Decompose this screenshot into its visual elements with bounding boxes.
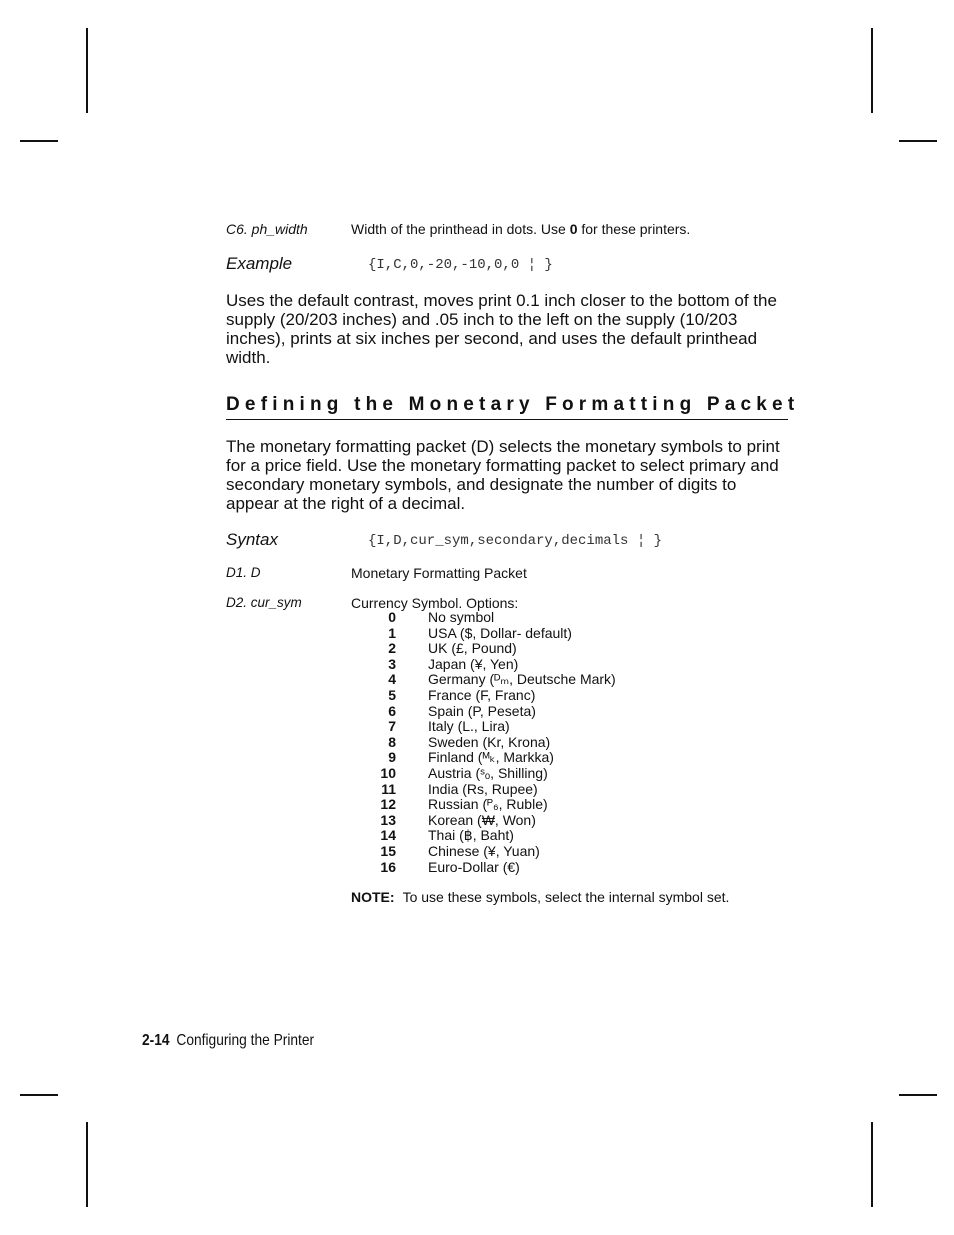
option-number: 2 [388,640,396,657]
list-item [351,828,751,844]
list-item [351,688,751,704]
option-label: Russian (ᴾ₆, Ruble) [428,796,548,813]
example-code: {I,C,0,-20,-10,0,0 ¦ } [368,257,553,273]
option-label: USA ($, Dollar- default) [428,624,572,641]
note-text: To use these symbols, select the internal symbol set. [402,889,730,905]
option-number: 13 [380,811,396,828]
list-item [351,657,751,673]
crop-mark-top-right-vertical [871,28,873,113]
list-item [351,750,751,766]
option-number: 5 [388,686,396,703]
option-label: Germany (ᴰₘ, Deutsche Mark) [428,671,616,688]
option-number: 10 [380,764,396,781]
note [351,889,729,905]
list-item [351,641,751,657]
crop-mark-bottom-left-horizontal [20,1094,58,1096]
c6-term: C6. ph_width [226,221,308,237]
option-number: 0 [388,609,396,625]
d1-definition: Monetary Formatting Packet [351,565,527,581]
c6-def-pre: Width of the printhead in dots. Use [351,221,570,237]
option-number: 16 [380,858,396,875]
d2-definition: Currency Symbol. Options: [351,595,519,611]
section-heading: Defining the Monetary Formatting Packet [226,394,788,420]
chapter-title: Configuring the Printer [176,1032,315,1049]
list-item [351,610,751,626]
option-label: Korean (₩, Won) [428,811,536,828]
list-item [351,860,751,876]
option-number: 7 [388,718,396,735]
c6-def-bold: 0 [569,221,578,237]
option-label: Italy (L., Lira) [428,718,510,735]
option-label: Austria (ˢₒ, Shilling) [428,764,548,781]
d1-term: D1. D [226,565,261,580]
page-footer [142,1032,314,1050]
note-label: NOTE: [351,889,395,905]
list-item [351,626,751,642]
crop-mark-bottom-left-vertical [86,1122,88,1207]
option-label: India (Rs, Rupee) [428,780,538,797]
list-item [351,719,751,735]
section-intro: The monetary formatting packet (D) selects the monetary symbols to print for a price field. Use the monetary formatting packet to select primary and secondary monetary symbols, and designate the number of digits to appear at the right of a decimal. [226,437,780,513]
list-item [351,813,751,829]
crop-mark-top-left-horizontal [20,140,58,142]
option-label: Thai (฿, Baht) [428,827,514,844]
option-label: No symbol [428,609,495,625]
option-number: 11 [381,780,396,797]
option-label: Finland (ᴹₖ, Markka) [428,749,554,766]
currency-options-list [351,610,751,875]
list-item [351,735,751,751]
list-item [351,766,751,782]
option-number: 6 [388,702,396,719]
list-item [351,797,751,813]
option-number: 15 [380,842,396,859]
option-number: 1 [388,624,396,641]
option-label: UK (£, Pound) [428,640,517,657]
c6-definition [351,221,690,237]
example-description: Uses the default contrast, moves print 0.1 inch closer to the bottom of the supply (20/203 inches) and .05 inch to the left on the supply (10/203 inches), prints at six inches per second, and uses the default printhead width. [226,291,777,367]
option-label: Japan (¥, Yen) [428,655,519,672]
crop-mark-top-left-vertical [86,28,88,113]
crop-mark-bottom-right-vertical [871,1122,873,1207]
crop-mark-bottom-right-horizontal [899,1094,937,1096]
page-number: 2-14 [142,1032,170,1049]
option-label: Spain (P, Peseta) [428,702,536,719]
crop-mark-top-right-horizontal [899,140,937,142]
option-label: Euro-Dollar (€) [428,858,520,875]
option-label: Sweden (Kr, Krona) [428,733,551,750]
option-label: France (F, Franc) [428,686,536,703]
option-number: 9 [388,749,396,766]
option-number: 8 [388,733,396,750]
c6-def-post: for these printers. [577,221,691,237]
option-number: 12 [380,796,396,813]
list-item [351,844,751,860]
option-number: 3 [388,655,396,672]
list-item [351,672,751,688]
example-label: Example [226,254,293,273]
option-number: 14 [380,827,396,844]
list-item [351,782,751,798]
syntax-label: Syntax [226,530,278,549]
d2-term: D2. cur_sym [226,595,302,610]
list-item [351,704,751,720]
option-label: Chinese (¥, Yuan) [428,842,540,859]
option-number: 4 [388,671,396,688]
syntax-code: {I,D,cur_sym,secondary,decimals ¦ } [368,533,663,549]
